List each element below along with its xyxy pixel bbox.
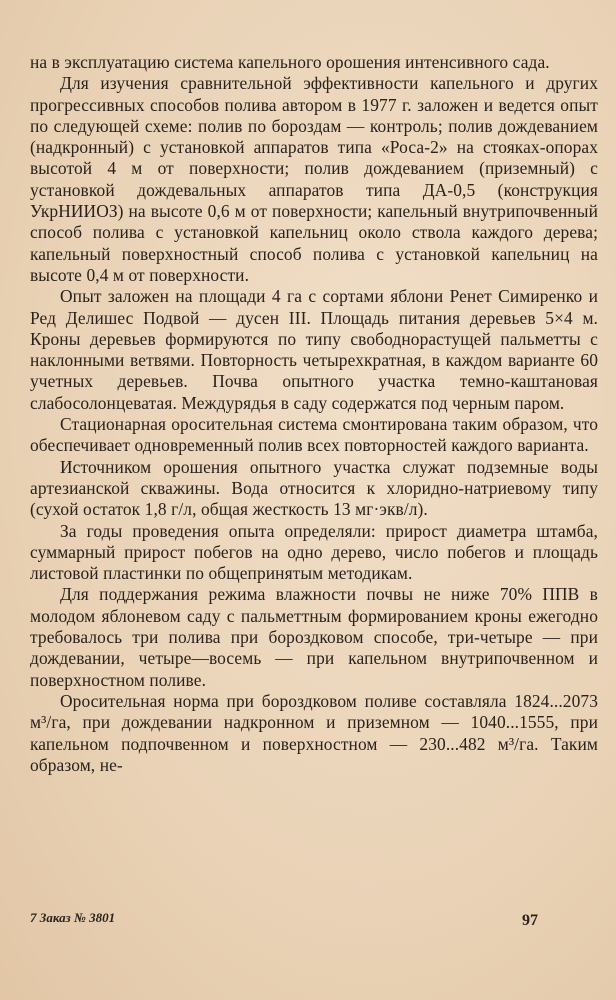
paragraph: Для изучения сравнительной эффективности капельного и других прогрессивных способов полива автором в 1977 г. заложен и ведется опыт по следующей схеме: полив по бороздам — контроль; полив дождеванием (надкронный) с установкой аппаратов типа «Роса-2» на стояках-опорах высотой 4 м от поверхности; полив дождеванием (приземный) с установкой дождевальных аппаратов типа ДА-0,5 (конструкция УкрНИИОЗ) на высоте 0,6 м от поверхности; капельный внутрипочвенный способ полива с установкой капельниц около ствола каждого дерева; капельный поверхностный способ полива с установкой капельниц на высоте 0,4 м от поверхности. — [30, 73, 598, 285]
printer-signature: 7 Заказ № 3801 — [30, 910, 116, 925]
paragraph: Для поддержания режима влажности почвы не ниже 70% ППВ в молодом яблоневом саду с пальметтным формированием кроны ежегодно требовалось три полива при бороздковом способе, три-четыре — при дождевании, четыре—восемь — при капельном внутрипочвенном и поверхностном поливе. — [30, 584, 598, 690]
paragraph: Оросительная норма при бороздковом поливе составляла 1824...2073 м³/га, при дождевании надкронном и приземном — 1040...1555, при капельном подпочвенном и поверхностном — 230...482 м³/га. Таким образом, не- — [30, 690, 598, 775]
paragraph: Стационарная оросительная система смонтирована таким образом, что обеспечивает одновременный полив всех повторностей каждого варианта. — [30, 414, 598, 456]
paragraph: Источником орошения опытного участка служат подземные воды артезианской скважины. Вода относится к хлоридно-натриевому типу (сухой остаток 1,8 г/л, общая жесткость 13 мг·экв/л). — [30, 456, 598, 520]
paragraph: Опыт заложен на площади 4 га с сортами яблони Ренет Симиренко и Ред Делишес Подвой — дусен III. Площадь питания деревьев 5×4 м. Кроны деревьев формируются по типу свободнорастущей пальметты с наклонными ветвями. Повторность четырехкратная, в каждом варианте 60 учетных деревьев. Почва опытного участка темно-каштановая слабосолонцеватая. Междурядья в саду содержатся под черным паром. — [30, 286, 598, 413]
paragraph: на в эксплуатацию система капельного орошения интенсивного сада. — [30, 52, 550, 72]
paragraph: За годы проведения опыта определяли: прирост диаметра штамба, суммарный прирост побегов на одно дерево, число побегов и площадь листовой пластинки по общепринятым методикам. — [30, 520, 598, 584]
body-text — [30, 52, 598, 776]
page-number: 97 — [522, 912, 538, 929]
